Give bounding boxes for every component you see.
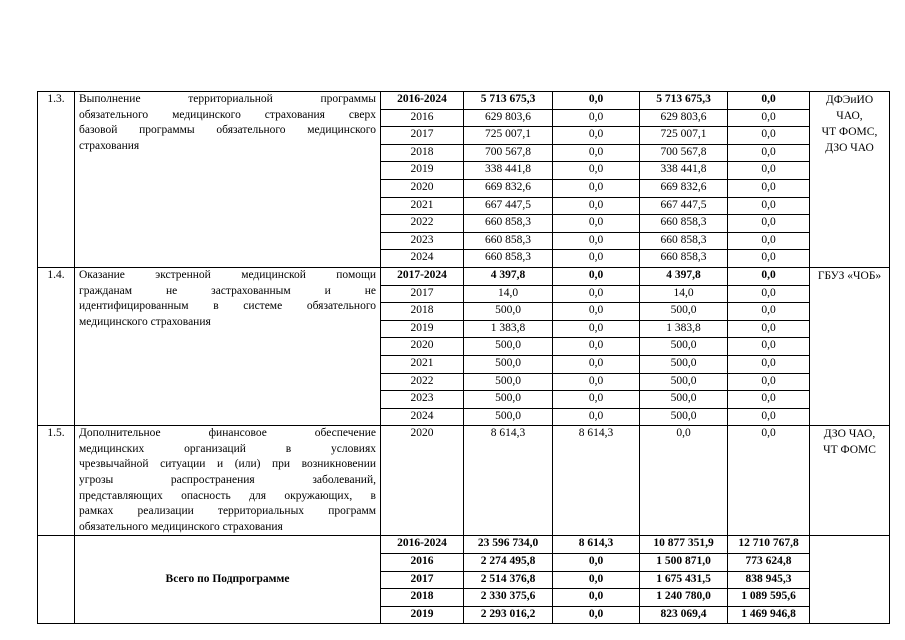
total-source3-cell: 1 469 946,8 — [728, 606, 810, 624]
period-cell: 2020 — [381, 179, 464, 197]
total-amount-cell: 660 858,3 — [464, 215, 553, 233]
source3-amount-cell: 0,0 — [728, 355, 810, 373]
responsible-executor — [810, 92, 890, 268]
source1-amount-cell: 0,0 — [553, 92, 640, 110]
total-period-cell: 2019 — [381, 606, 464, 624]
description-line: страхования — [79, 139, 140, 152]
total-source2-cell: 823 069,4 — [640, 606, 728, 624]
source1-amount-cell: 0,0 — [553, 109, 640, 127]
total-blank-number — [38, 536, 75, 624]
source1-amount-cell: 0,0 — [553, 144, 640, 162]
source3-amount-cell: 0,0 — [728, 162, 810, 180]
item-number: 1.4. — [38, 267, 75, 425]
source1-amount-cell: 0,0 — [553, 320, 640, 338]
source3-amount-cell: 0,0 — [728, 250, 810, 268]
total-period-cell: 2018 — [381, 589, 464, 607]
table-row — [38, 267, 890, 285]
description-line: идентифицированным в системе обязательного — [79, 300, 376, 313]
source3-amount-cell: 0,0 — [728, 320, 810, 338]
description-line: Оказание экстренной медицинской помощи — [79, 268, 376, 281]
description-line: представляющих опасность для окружающих, в — [79, 489, 376, 502]
source2-amount-cell: 725 007,1 — [640, 127, 728, 145]
source2-amount-cell: 4 397,8 — [640, 267, 728, 285]
source2-amount-cell: 667 447,5 — [640, 197, 728, 215]
source1-amount-cell: 0,0 — [553, 162, 640, 180]
source3-amount-cell: 0,0 — [728, 373, 810, 391]
source1-amount-cell: 0,0 — [553, 391, 640, 409]
period-cell: 2018 — [381, 144, 464, 162]
period-cell: 2016 — [381, 109, 464, 127]
total-amount-cell: 1 383,8 — [464, 320, 553, 338]
total-source3-cell: 1 089 595,6 — [728, 589, 810, 607]
period-cell: 2020 — [381, 338, 464, 356]
responsible-line: ЧТ ФОМС, — [821, 126, 878, 138]
total-amount-cell: 2 293 016,2 — [464, 606, 553, 624]
total-amount-cell: 667 447,5 — [464, 197, 553, 215]
total-source1-cell: 8 614,3 — [553, 536, 640, 554]
source1-amount-cell: 0,0 — [553, 267, 640, 285]
period-cell: 2023 — [381, 232, 464, 250]
responsible-executor — [810, 426, 890, 536]
source3-amount-cell: 0,0 — [728, 127, 810, 145]
source1-amount-cell: 0,0 — [553, 355, 640, 373]
responsible-line: ДЗО ЧАО, — [823, 428, 876, 441]
source2-amount-cell: 660 858,3 — [640, 232, 728, 250]
source3-amount-cell: 0,0 — [728, 232, 810, 250]
source2-amount-cell: 0,0 — [640, 426, 728, 536]
source3-amount-cell: 0,0 — [728, 179, 810, 197]
source2-amount-cell: 500,0 — [640, 303, 728, 321]
source1-amount-cell: 0,0 — [553, 232, 640, 250]
source3-amount-cell: 0,0 — [728, 338, 810, 356]
source3-amount-cell: 0,0 — [728, 408, 810, 426]
period-cell: 2019 — [381, 162, 464, 180]
total-amount-cell: 500,0 — [464, 338, 553, 356]
subprogram-finance-table — [37, 91, 890, 624]
item-number: 1.5. — [38, 426, 75, 536]
total-source1-cell: 0,0 — [553, 589, 640, 607]
source1-amount-cell: 0,0 — [553, 179, 640, 197]
total-period-cell: 2016 — [381, 554, 464, 572]
source2-amount-cell: 14,0 — [640, 285, 728, 303]
total-amount-cell: 725 007,1 — [464, 127, 553, 145]
total-amount-cell: 500,0 — [464, 408, 553, 426]
total-source3-cell: 838 945,3 — [728, 571, 810, 589]
source3-amount-cell: 0,0 — [728, 215, 810, 233]
source2-amount-cell: 500,0 — [640, 408, 728, 426]
source2-amount-cell: 500,0 — [640, 373, 728, 391]
description-line: обязательного медицинского страхования — [79, 520, 283, 533]
period-cell: 2022 — [381, 215, 464, 233]
total-amount-cell: 2 330 375,6 — [464, 589, 553, 607]
description-line: Дополнительное финансовое обеспечение — [79, 427, 376, 440]
source1-amount-cell: 0,0 — [553, 215, 640, 233]
source2-amount-cell: 5 713 675,3 — [640, 92, 728, 110]
source3-amount-cell: 0,0 — [728, 391, 810, 409]
table-row — [38, 426, 890, 536]
total-amount-cell: 8 614,3 — [464, 426, 553, 536]
period-cell: 2017 — [381, 285, 464, 303]
total-source1-cell: 0,0 — [553, 554, 640, 572]
period-cell: 2017 — [381, 127, 464, 145]
source3-amount-cell: 0,0 — [728, 92, 810, 110]
responsible-line: ДЗО ЧАО — [825, 142, 874, 154]
total-source2-cell: 1 240 780,0 — [640, 589, 728, 607]
total-amount-cell: 2 274 495,8 — [464, 554, 553, 572]
source3-amount-cell: 0,0 — [728, 285, 810, 303]
source3-amount-cell: 0,0 — [728, 426, 810, 536]
total-amount-cell: 338 441,8 — [464, 162, 553, 180]
description-line: чрезвычайной ситуации и (или) при возникновении — [79, 458, 376, 471]
total-source1-cell: 0,0 — [553, 606, 640, 624]
total-amount-cell: 700 567,8 — [464, 144, 553, 162]
description-line: гражданам не застрахованным и не — [79, 284, 376, 297]
period-cell: 2024 — [381, 250, 464, 268]
total-period-cell: 2016-2024 — [381, 536, 464, 554]
total-amount-cell: 23 596 734,0 — [464, 536, 553, 554]
source2-amount-cell: 500,0 — [640, 355, 728, 373]
source1-amount-cell: 0,0 — [553, 303, 640, 321]
source1-amount-cell: 0,0 — [553, 285, 640, 303]
total-label: Всего по Подпрограмме — [75, 536, 381, 624]
period-cell: 2024 — [381, 408, 464, 426]
source1-amount-cell: 0,0 — [553, 197, 640, 215]
total-amount-cell: 14,0 — [464, 285, 553, 303]
description-line: рамках реализации территориальных программ — [79, 505, 376, 518]
description-line: Выполнение территориальной программы — [79, 93, 376, 105]
period-cell: 2019 — [381, 320, 464, 338]
total-amount-cell: 5 713 675,3 — [464, 92, 553, 110]
period-cell: 2021 — [381, 197, 464, 215]
total-amount-cell: 500,0 — [464, 303, 553, 321]
source2-amount-cell: 700 567,8 — [640, 144, 728, 162]
source2-amount-cell: 660 858,3 — [640, 250, 728, 268]
period-cell: 2021 — [381, 355, 464, 373]
description-line: угрозы распространения заболеваний, — [79, 474, 376, 487]
description-line: медицинских организаций в условиях — [79, 442, 376, 455]
total-amount-cell: 669 832,6 — [464, 179, 553, 197]
source3-amount-cell: 0,0 — [728, 267, 810, 285]
total-source3-cell: 773 624,8 — [728, 554, 810, 572]
source2-amount-cell: 1 383,8 — [640, 320, 728, 338]
period-cell: 2017-2024 — [381, 267, 464, 285]
period-cell: 2022 — [381, 373, 464, 391]
period-cell: 2016-2024 — [381, 92, 464, 110]
total-source2-cell: 10 877 351,9 — [640, 536, 728, 554]
responsible-line: ГБУЗ «ЧОБ» — [817, 269, 882, 282]
source1-amount-cell: 0,0 — [553, 373, 640, 391]
source2-amount-cell: 338 441,8 — [640, 162, 728, 180]
total-amount-cell: 500,0 — [464, 373, 553, 391]
source1-amount-cell: 0,0 — [553, 250, 640, 268]
total-amount-cell: 500,0 — [464, 391, 553, 409]
source2-amount-cell: 669 832,6 — [640, 179, 728, 197]
source3-amount-cell: 0,0 — [728, 109, 810, 127]
total-amount-cell: 500,0 — [464, 355, 553, 373]
responsible-line: ДФЭиИО ЧАО, — [825, 94, 874, 122]
responsible-executor — [810, 267, 890, 425]
source2-amount-cell: 629 803,6 — [640, 109, 728, 127]
period-cell: 2023 — [381, 391, 464, 409]
total-amount-cell: 660 858,3 — [464, 250, 553, 268]
total-source2-cell: 1 675 431,5 — [640, 571, 728, 589]
source2-amount-cell: 660 858,3 — [640, 215, 728, 233]
source3-amount-cell: 0,0 — [728, 197, 810, 215]
source1-amount-cell: 0,0 — [553, 127, 640, 145]
source1-amount-cell: 0,0 — [553, 338, 640, 356]
total-blank-responsible — [810, 536, 890, 624]
total-amount-cell: 4 397,8 — [464, 267, 553, 285]
total-row — [38, 536, 890, 554]
item-description — [75, 426, 381, 536]
responsible-line: ЧТ ФОМС — [823, 444, 876, 457]
source2-amount-cell: 500,0 — [640, 391, 728, 409]
period-cell: 2020 — [381, 426, 464, 536]
total-amount-cell: 660 858,3 — [464, 232, 553, 250]
description-line: обязательного медицинского страхования сверх — [79, 108, 376, 121]
source1-amount-cell: 0,0 — [553, 408, 640, 426]
table-body — [38, 92, 890, 624]
source3-amount-cell: 0,0 — [728, 303, 810, 321]
total-amount-cell: 629 803,6 — [464, 109, 553, 127]
item-description — [75, 92, 381, 268]
table-row — [38, 92, 890, 110]
period-cell: 2018 — [381, 303, 464, 321]
source1-amount-cell: 8 614,3 — [553, 426, 640, 536]
total-source1-cell: 0,0 — [553, 571, 640, 589]
total-period-cell: 2017 — [381, 571, 464, 589]
source3-amount-cell: 0,0 — [728, 144, 810, 162]
total-amount-cell: 2 514 376,8 — [464, 571, 553, 589]
source2-amount-cell: 500,0 — [640, 338, 728, 356]
total-source2-cell: 1 500 871,0 — [640, 554, 728, 572]
item-description — [75, 267, 381, 425]
description-line: базовой программы обязательного медицинского — [79, 124, 376, 137]
total-source3-cell: 12 710 767,8 — [728, 536, 810, 554]
description-line: медицинского страхования — [79, 315, 211, 328]
item-number: 1.3. — [38, 92, 75, 268]
